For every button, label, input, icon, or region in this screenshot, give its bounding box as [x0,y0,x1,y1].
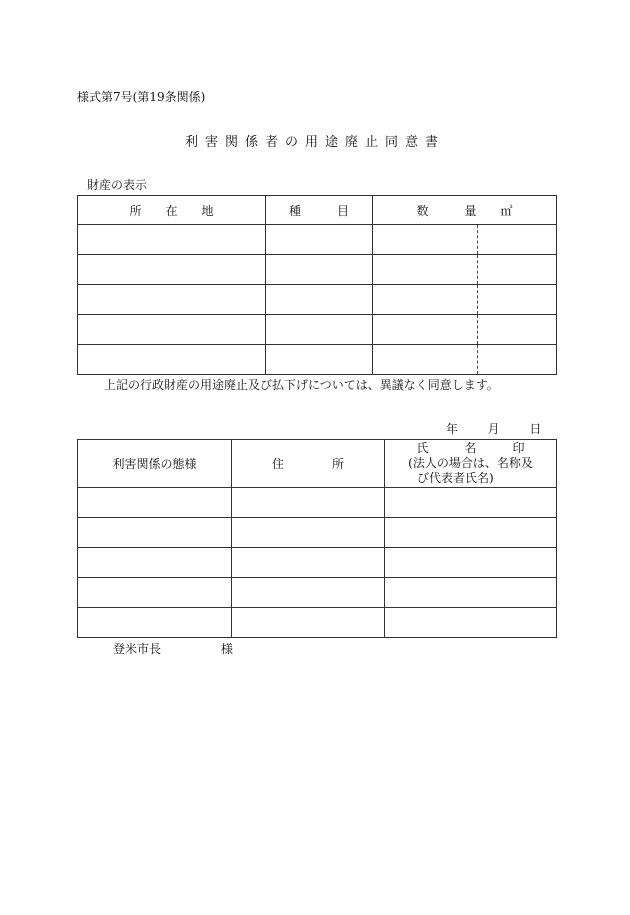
quantity-divider [477,255,478,284]
cell-address[interactable] [232,488,385,518]
table-row [78,488,557,518]
table-row [78,315,557,345]
addressee-honorific: 様 [221,642,234,656]
table-row [78,345,557,375]
cell-type[interactable] [266,345,373,375]
cell-quantity[interactable] [373,315,557,345]
header-name-line1: 氏 名 印 [416,441,525,455]
table-row [78,608,557,638]
quantity-divider [477,345,478,374]
cell-name[interactable] [385,518,557,548]
quantity-divider [477,315,478,344]
addressee [113,640,233,657]
header-quantity: 数 量 ㎡ [373,196,557,225]
table-row [78,578,557,608]
cell-quantity[interactable] [373,285,557,315]
cell-relation[interactable] [78,488,232,518]
cell-relation[interactable] [78,608,232,638]
cell-location[interactable] [78,315,266,345]
table-row [78,518,557,548]
header-name-line2: (法人の場合は、名称及 [408,456,533,470]
date-day-label: 日 [529,422,542,436]
cell-address[interactable] [232,518,385,548]
form-number: 様式第7号(第19条関係) [77,90,206,104]
cell-relation[interactable] [78,548,232,578]
cell-type[interactable] [266,255,373,285]
cell-relation[interactable] [78,518,232,548]
table-row [78,225,557,255]
cell-quantity[interactable] [373,225,557,255]
cell-location[interactable] [78,255,266,285]
quantity-divider [477,225,478,254]
date-month-label: 月 [487,422,500,436]
header-name-line3: び代表者氏名) [417,471,494,485]
document-title: 利害関係者の用途廃止同意書 [184,135,445,150]
cell-quantity[interactable] [373,255,557,285]
header-name-seal [385,440,557,488]
table-row [78,285,557,315]
consent-statement: 上記の行政財産の用途廃止及び払下げについては、異議なく同意します。 [104,378,499,392]
cell-location[interactable] [78,225,266,255]
cell-name[interactable] [385,608,557,638]
date-line [446,420,541,437]
header-location: 所 在 地 [78,196,266,225]
date-year-label: 年 [446,422,459,436]
property-table-header [78,196,557,225]
property-section-label: 財産の表示 [87,178,148,192]
quantity-divider [477,285,478,314]
cell-type[interactable] [266,315,373,345]
cell-name[interactable] [385,578,557,608]
cell-name[interactable] [385,548,557,578]
addressee-name: 登米市長 [113,642,162,656]
consent-table [77,439,557,638]
table-row [78,548,557,578]
cell-quantity[interactable] [373,345,557,375]
cell-address[interactable] [232,578,385,608]
cell-name[interactable] [385,488,557,518]
cell-location[interactable] [78,285,266,315]
header-address: 住 所 [232,440,385,488]
cell-address[interactable] [232,548,385,578]
consent-table-header [78,440,557,488]
table-row [78,255,557,285]
cell-type[interactable] [266,285,373,315]
cell-location[interactable] [78,345,266,375]
property-table [77,195,557,375]
cell-relation[interactable] [78,578,232,608]
header-relation: 利害関係の態様 [78,440,232,488]
cell-type[interactable] [266,225,373,255]
header-type: 種 目 [266,196,373,225]
cell-address[interactable] [232,608,385,638]
